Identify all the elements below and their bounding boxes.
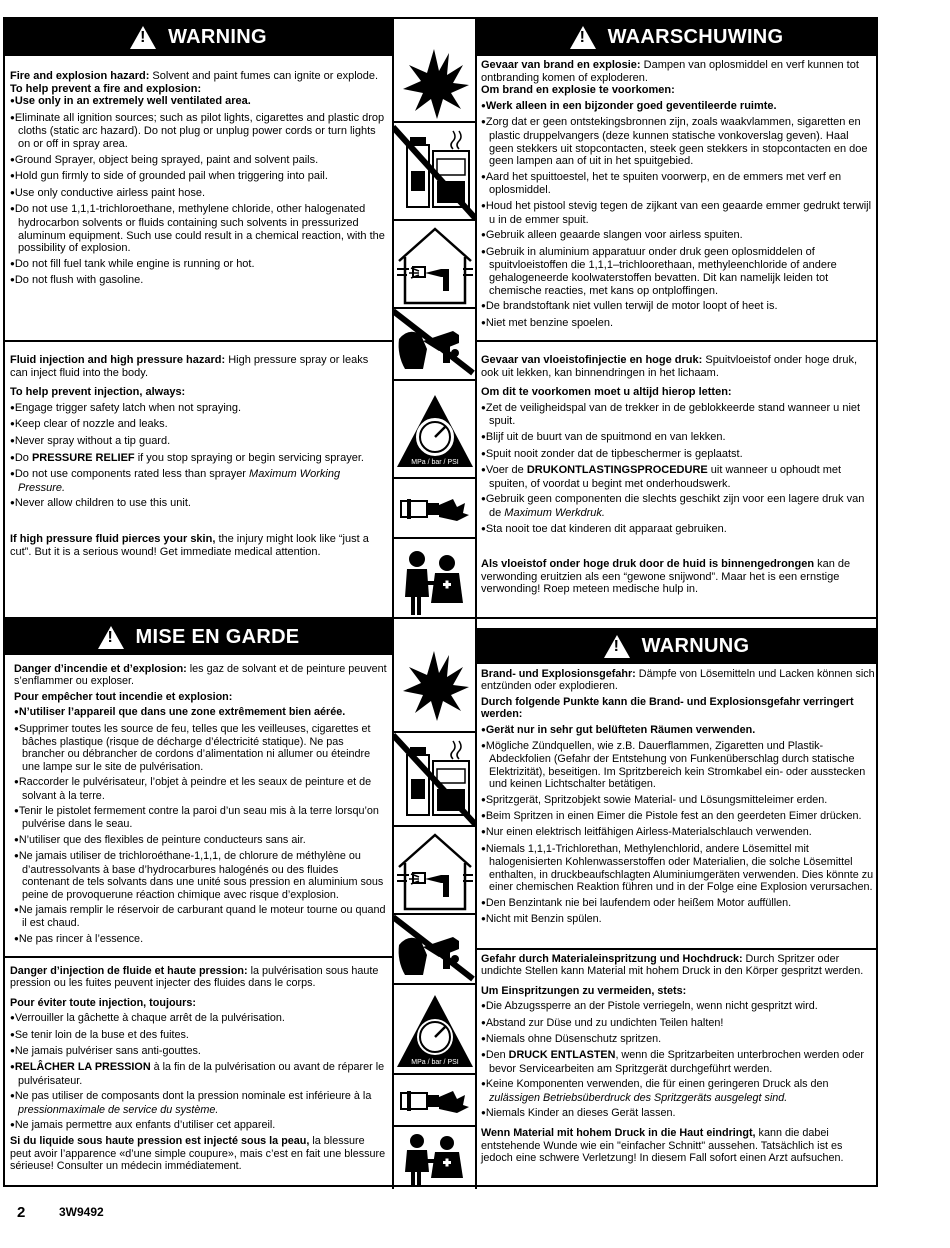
list-item: ● Voer de DRUKONTLASTINGSPROCEDURE uit wanneer u ophoudt met spuiten, of voordat u begint met onderhoudswerk. bbox=[481, 464, 873, 490]
list-item: ● Ne pas rincer à l’essence. bbox=[14, 933, 388, 946]
section-heading: Danger d’injection de fluide et haute pression: bbox=[10, 965, 248, 977]
de-fire-section bbox=[481, 668, 875, 926]
divider bbox=[476, 948, 878, 950]
first-aid-icon bbox=[393, 1127, 476, 1189]
list-item: ● Hold gun firmly to side of grounded pail when triggering into pail. bbox=[10, 170, 388, 184]
list-item: ● Verrouiller la gâchette à chaque arrêt de la pulvérisation. bbox=[10, 1012, 388, 1025]
list-item: ● Gerät nur in sehr gut belüfteten Räumen verwenden. bbox=[481, 724, 875, 737]
prevent-heading: Om dit te voorkomen moet u altijd hierop letten: bbox=[481, 386, 732, 399]
document-code: 3W9492 bbox=[59, 1205, 104, 1219]
list-item: ● Werk alleen in een bijzonder goed geventileerde ruimte. bbox=[481, 100, 873, 114]
list-item: ● Zorg dat er geen ontstekingsbronnen zijn, zoals waakvlammen, sigaretten en plastic druppelvangers (deze kunnen statische vonkoverslag geven). Haal geen stekkers uit stopcontacten, steek geen stekkers in stopcontacten en doe geen lampen aan of uit in het spuitgebied. bbox=[481, 116, 873, 167]
prevent-heading: To help prevent a fire and explosion: bbox=[10, 82, 202, 95]
list-item: ● Ne jamais utiliser de trichloroéthane-1,1,1, de chlorure de méthylène ou d’autressolvants à base d’hydrocarbures halogénés ou des fluides contenant de tels solvants dans une unité sous pression en aluminium sous peine de provoquerune réaction chimique avec risque d’explosion. bbox=[14, 850, 388, 901]
list-item: ● Nur einen elektrisch leitfähigen Airless-Materialschlauch verwenden. bbox=[481, 826, 875, 839]
divider bbox=[476, 340, 878, 342]
list-item: ● Houd het pistool stevig tegen de zijkant van een geaarde emmer gedrukt terwijl u in de emmer spuit. bbox=[481, 200, 873, 226]
divider bbox=[3, 340, 393, 342]
warning-banner-en bbox=[5, 19, 392, 56]
banner-title: WAARSCHUWING bbox=[607, 26, 784, 48]
warning-triangle-icon bbox=[98, 626, 124, 649]
list-item: ● Den DRUCK ENTLASTEN, wenn die Spritzarbeiten unterbrochen werden oder bevor Servicearbeiten am Spritzgerät durchgeführt werden. bbox=[481, 1049, 875, 1075]
section-heading: Brand- und Explosionsgefahr: bbox=[481, 668, 636, 680]
ventilated-house-icon bbox=[393, 827, 476, 917]
list-item: ● Raccorder le pulvérisateur, l’objet à peindre et les seaux de peinture et de solvant à la terre. bbox=[14, 776, 388, 802]
list-item: ● Mögliche Zündquellen, wie z.B. Dauerflammen, Zigaretten und Plastik-Abdeckfolien (Gefahr der Entstehung von Funkenüberschlag durch statische Elektrizität), beseitigen. Im Spritzbereich kein Stromkabel ein- oder ausstecken und keinen Lichtschalter betätigen. bbox=[481, 740, 875, 791]
divider bbox=[3, 956, 393, 958]
grounded-gun-icon bbox=[393, 309, 476, 379]
section-intro: High pressure spray or leaks can inject fluid into the body. bbox=[10, 354, 369, 379]
icon-column bbox=[393, 17, 476, 1189]
en-fire-section bbox=[10, 70, 388, 288]
list-item: ● Niemals Kinder an dieses Gerät lassen. bbox=[481, 1107, 875, 1120]
nl-injection-section bbox=[481, 354, 873, 596]
list-item: ● Ne jamais permettre aux enfants d’utiliser cet appareil. bbox=[10, 1119, 388, 1132]
list-item: ● Keep clear of nozzle and leaks. bbox=[10, 418, 388, 432]
section-heading: Fire and explosion hazard: bbox=[10, 70, 150, 82]
first-aid-icon bbox=[393, 539, 476, 617]
prevent-heading: Om brand en explosie te voorkomen: bbox=[481, 84, 675, 97]
section-intro: Dämpfe von Lösemitteln und Lacken können sich entzünden oder explodieren. bbox=[481, 668, 875, 693]
section-heading: Fluid injection and high pressure hazard: bbox=[10, 354, 226, 366]
section-intro: Solvent and paint fumes can ignite or explode. bbox=[149, 70, 379, 82]
list-item: ● Keine Komponenten verwenden, die für einen geringeren Druck als den zulässigen Betriebsüberdruck des Spritzgeräts ausgelegt sind. bbox=[481, 1078, 875, 1104]
pressure-gauge-icon bbox=[393, 985, 476, 1077]
prevent-heading: To help prevent injection, always: bbox=[10, 386, 186, 399]
warning-triangle-icon bbox=[604, 635, 630, 658]
prevent-heading: Um Einspritzungen zu vermeiden, stets: bbox=[481, 984, 687, 997]
list-item: ● Ground Sprayer, object being sprayed, paint and solvent pails. bbox=[10, 154, 388, 168]
list-item: ● Eliminate all ignition sources; such as pilot lights, cigarettes and plastic drop cloths (static arc hazard). Do not plug or unplug power cords or turn lights on or off in spray area. bbox=[10, 112, 388, 151]
section-heading: Gevaar van vloeistofinjectie en hoge druk: bbox=[481, 354, 703, 366]
section-intro: les gaz de solvant et de peinture peuvent s’enflammer ou exploser. bbox=[14, 663, 387, 688]
list-item: ● Nicht mit Benzin spülen. bbox=[481, 913, 875, 926]
list-item: ● Ne pas utiliser de composants dont la pression nominale est inférieure à la pressionmaximale de service du système. bbox=[10, 1090, 388, 1116]
warning-triangle-icon bbox=[570, 26, 596, 49]
list-item: ● Den Benzintank nie bei laufendem oder heißem Motor auffüllen. bbox=[481, 897, 875, 910]
explosion-icon bbox=[393, 637, 476, 731]
banner-title: WARNING bbox=[168, 26, 267, 48]
explosion-icon bbox=[393, 39, 476, 129]
prevent-heading: Pour empêcher tout incendie et explosion: bbox=[14, 690, 233, 703]
warning-banner-nl bbox=[476, 19, 877, 56]
section-intro: Durch Spritzer oder undichte Stellen kann Material mit hohem Druck in den Körper gespritzt werden. bbox=[481, 953, 864, 978]
list-item: ● Never spray without a tip guard. bbox=[10, 435, 388, 449]
warning-triangle-icon bbox=[130, 26, 156, 49]
banner-title: MISE EN GARDE bbox=[135, 625, 300, 648]
list-item: ● Niemals ohne Düsenschutz spritzen. bbox=[481, 1033, 875, 1046]
list-item: ● Do PRESSURE RELIEF if you stop spraying or begin servicing sprayer. bbox=[10, 452, 388, 466]
list-item: ● Beim Spritzen in einen Eimer die Pistole fest an den geerdeten Eimer drücken. bbox=[481, 810, 875, 823]
list-item: ● Use only in an extremely well ventilated area. bbox=[10, 95, 388, 109]
banner-title: WARNUNG bbox=[641, 634, 750, 657]
list-item: ● Spuit nooit zonder dat de tipbeschermer is geplaatst. bbox=[481, 448, 873, 462]
section-intro: la pulvérisation sous haute pression ou les fuites peuvent injecter des fluides dans le corps. bbox=[10, 965, 379, 990]
fr-fire-section bbox=[14, 663, 388, 946]
list-item: ● Do not use components rated less than sprayer Maximum Working Pressure. bbox=[10, 468, 388, 494]
section-intro: Spuitvloeistof onder hoge druk, ook uit lekken, kan binnendringen in het lichaam. bbox=[481, 354, 858, 379]
list-item: ● Engage trigger safety latch when not spraying. bbox=[10, 402, 388, 416]
en-injection-section bbox=[10, 354, 388, 558]
no-flame-icon bbox=[393, 733, 476, 825]
gauge-label: MPa / bar / PSI bbox=[411, 1059, 459, 1066]
list-item: ● De brandstoftank niet vullen terwijl de motor loopt of heet is. bbox=[481, 300, 873, 314]
list-item: ● Ne jamais pulvériser sans anti-gouttes. bbox=[10, 1045, 388, 1058]
warning-banner-fr bbox=[5, 619, 392, 655]
pressure-gauge-icon bbox=[393, 381, 476, 477]
no-flame-icon bbox=[393, 123, 476, 219]
list-item: ● Gebruik geen componenten die slechts geschikt zijn voor een lagere druk van de Maximum Werkdruk. bbox=[481, 493, 873, 519]
list-item: ● Se tenir loin de la buse et des fuites. bbox=[10, 1029, 388, 1042]
de-injection-section bbox=[481, 953, 875, 1165]
list-item: ● Sta nooit toe dat kinderen dit apparaat gebruiken. bbox=[481, 523, 873, 537]
list-item: ● Use only conductive airless paint hose. bbox=[10, 187, 388, 201]
list-item: ● Ne jamais remplir le réservoir de carburant quand le moteur tourne ou quand il est chaud. bbox=[14, 904, 388, 930]
gauge-label: MPa / bar / PSI bbox=[411, 459, 459, 466]
skin-warning: Als vloeistof onder hoge druk door de huid is binnengedrongen kan de verwonding eruitzien als een “gewone snijwond”. Maar het is een ernstige verwonding! Roep meteen medische hulp in. bbox=[481, 558, 851, 596]
nozzle-icon bbox=[393, 479, 476, 539]
list-item: ● Tenir le pistolet fermement contre la paroi d’un seau mis à la terre lorsqu’on pulvérise dans le seau. bbox=[14, 805, 388, 831]
warning-banner-de bbox=[476, 628, 877, 664]
list-item: ● Gebruik alleen geaarde slangen voor airless spuiten. bbox=[481, 229, 873, 243]
section-heading: Gevaar van brand en explosie: bbox=[481, 59, 641, 71]
list-item: ● N’utiliser que des flexibles de peinture conducteurs sans air. bbox=[14, 834, 388, 847]
skin-warning: Wenn Material mit hohem Druck in die Haut eindringt, kann die dabei entstehende Wunde wie ein "einfacher Schnitt" aussehen. Tatsächlich ist es jedoch eine schwere Verletzung! In diesem Fall sofort einen Arzt aufsuchen. bbox=[481, 1127, 844, 1165]
list-item: ● Die Abzugssperre an der Pistole verriegeln, wenn nicht gespritzt wird. bbox=[481, 1000, 875, 1013]
section-intro: Dampen van oplosmiddel en verf kunnen tot ontbranding komen of exploderen. bbox=[481, 59, 859, 84]
list-item: ● Do not flush with gasoline. bbox=[10, 274, 388, 288]
list-item: ● Supprimer toutes les source de feu, telles que les veilleuses, cigarettes et bâches plastique (risque de décharge d’électricité statique). Ne pas brancher ou débrancher de cordons d’alimentation ni allumer ou éteindre une lampe sur le site de pulvérisation. bbox=[14, 723, 388, 774]
nozzle-icon bbox=[393, 1075, 476, 1127]
list-item: ● Do not fill fuel tank while engine is running or hot. bbox=[10, 258, 388, 272]
list-item: ● Abstand zur Düse und zu undichten Teilen halten! bbox=[481, 1017, 875, 1030]
list-item: ● Aard het spuittoestel, het te spuiten voorwerp, en de emmers met verf en oplosmiddel. bbox=[481, 171, 873, 197]
list-item: ● Do not use 1,1,1-trichloroethane, methylene chloride, other halogenated hydrocarbon solvents or fluids containing such solvents in pressurized aluminum equipment. Such use could result in a chemical reaction, with the possibility of explosion. bbox=[10, 203, 388, 254]
fr-injection-section bbox=[10, 965, 388, 1173]
list-item: ● Blijf uit de buurt van de spuitmond en van lekken. bbox=[481, 431, 873, 445]
grounded-gun-icon bbox=[393, 915, 476, 985]
nl-fire-section bbox=[481, 59, 873, 330]
list-item: ● Spritzgerät, Spritzobjekt sowie Material- und Lösungsmitteleimer erden. bbox=[481, 794, 875, 807]
list-item: ● Never allow children to use this unit. bbox=[10, 497, 388, 511]
prevent-heading: Pour éviter toute injection, toujours: bbox=[10, 996, 196, 1009]
list-item: ● N’utiliser l’appareil que dans une zone extrêmement bien aérée. bbox=[14, 706, 388, 719]
ventilated-house-icon bbox=[393, 221, 476, 311]
skin-warning: Si du liquide sous haute pression est injecté sous la peau, la blessure peut avoir l’apparence «d’une simple coupure», mais c’est en fait une blessure sérieuse! Consulter un médecin immédiatement. bbox=[10, 1135, 386, 1173]
prevent-heading: Durch folgende Punkte kann die Brand- und Explosionsgefahr verringert werden: bbox=[481, 695, 854, 721]
list-item: ● RELÂCHER LA PRESSION à la fin de la pulvérisation ou avant de réparer le pulvérisateur. bbox=[10, 1061, 388, 1087]
list-item: ● Zet de veiligheidspal van de trekker in de geblokkeerde stand wanneer u niet spuit. bbox=[481, 402, 873, 428]
section-heading: Gefahr durch Materialeinspritzung und Hochdruck: bbox=[481, 953, 743, 965]
section-heading: Danger d’incendie et d’explosion: bbox=[14, 663, 187, 675]
list-item: ● Niet met benzine spoelen. bbox=[481, 317, 873, 331]
list-item: ● Niemals 1,1,1-Trichlorethan, Methylenchlorid, andere Lösemittel mit halogenisierten Kohlenwasserstoffen oder Materialien, die solche Lösemittel enthalten, in druckbeaufschlagten Aluminiumgeräten verwenden. Dies könnte zu einer chemischen Reaktion führen und in der Folge eine Explosion verursachen. bbox=[481, 843, 875, 894]
skin-warning: If high pressure fluid pierces your skin, the injury might look like “just a cut”. But it is a serious wound! Get immediate medical attention. bbox=[10, 532, 369, 558]
page-number: 2 bbox=[17, 1204, 26, 1221]
list-item: ● Gebruik in aluminium apparatuur onder druk geen oplosmiddelen of spuitvloeistoffen die 1,1,1–trichloorethaan, methyleenchloride of andere gehalogeneerde koolwaterstoffen bevatten. Dit kan namelijk leiden tot chemische reacties, met kans op ontploffingen. bbox=[481, 246, 873, 297]
